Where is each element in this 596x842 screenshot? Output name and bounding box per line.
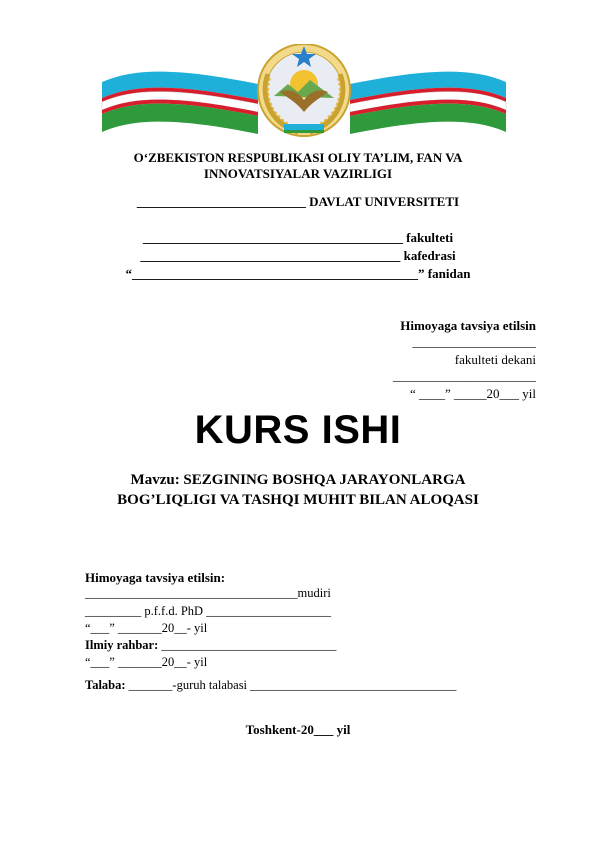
topic-line-1: Mavzu: SEZGINING BOSHQA JARAYONLARGA xyxy=(130,472,466,488)
state-emblem-banner xyxy=(98,44,510,144)
dean-signature-line: ______________________ xyxy=(393,368,536,383)
dean-label: fakulteti dekani xyxy=(454,352,536,367)
left-flag-ribbon xyxy=(102,72,258,134)
phd-line: _________ p.f.f.d. PhD ____________________ xyxy=(85,604,332,618)
student-group-line: _______-guruh talabasi _________________________________ xyxy=(125,678,457,692)
department-line: ________________________________________ kafedrasi xyxy=(140,248,456,263)
topic-line-2: BOG’LIQLIGI VA TASHQI MUHIT BILAN ALOQASI xyxy=(117,492,479,508)
date-line-1: “___” _______20__- yil xyxy=(85,621,208,635)
ministry-line-1: O‘ZBEKISTON RESPUBLIKASI OLIY TA’LIM, FAN VA xyxy=(133,150,463,165)
ministry-line-2: INNOVATSIYALAR VAZIRLIGI xyxy=(203,166,393,181)
advisor-label: Ilmiy rahbar: xyxy=(85,638,159,652)
advisor-line xyxy=(85,638,336,653)
document-title: KURS ISHI xyxy=(194,408,402,452)
student-label: Talaba: xyxy=(85,678,126,692)
student-line xyxy=(85,678,456,693)
approval-date: “ ____” _____20___ yil xyxy=(409,386,536,401)
approval-signature-line: ___________________ xyxy=(412,334,536,349)
head-of-department-line: __________________________________mudiri xyxy=(85,586,331,600)
bottom-approval-heading: Himoyaga tavsiya etilsin: xyxy=(85,570,226,585)
emblem-seal xyxy=(258,44,350,136)
approval-heading: Himoyaga tavsiya etilsin xyxy=(400,318,536,333)
faculty-line: ________________________________________ fakulteti xyxy=(142,230,454,245)
right-flag-ribbon xyxy=(350,72,506,134)
date-line-2: “___” _______20__- yil xyxy=(85,655,208,669)
city-year-footer: Toshkent-20___ yil xyxy=(245,722,351,737)
subject-line: “____________________________________________” fanidan xyxy=(125,266,471,281)
uzbekistan-emblem-icon xyxy=(98,44,510,144)
university-line: __________________________ DAVLAT UNIVERSITETI xyxy=(136,194,460,209)
advisor-signature-line: ____________________________ xyxy=(158,638,337,652)
